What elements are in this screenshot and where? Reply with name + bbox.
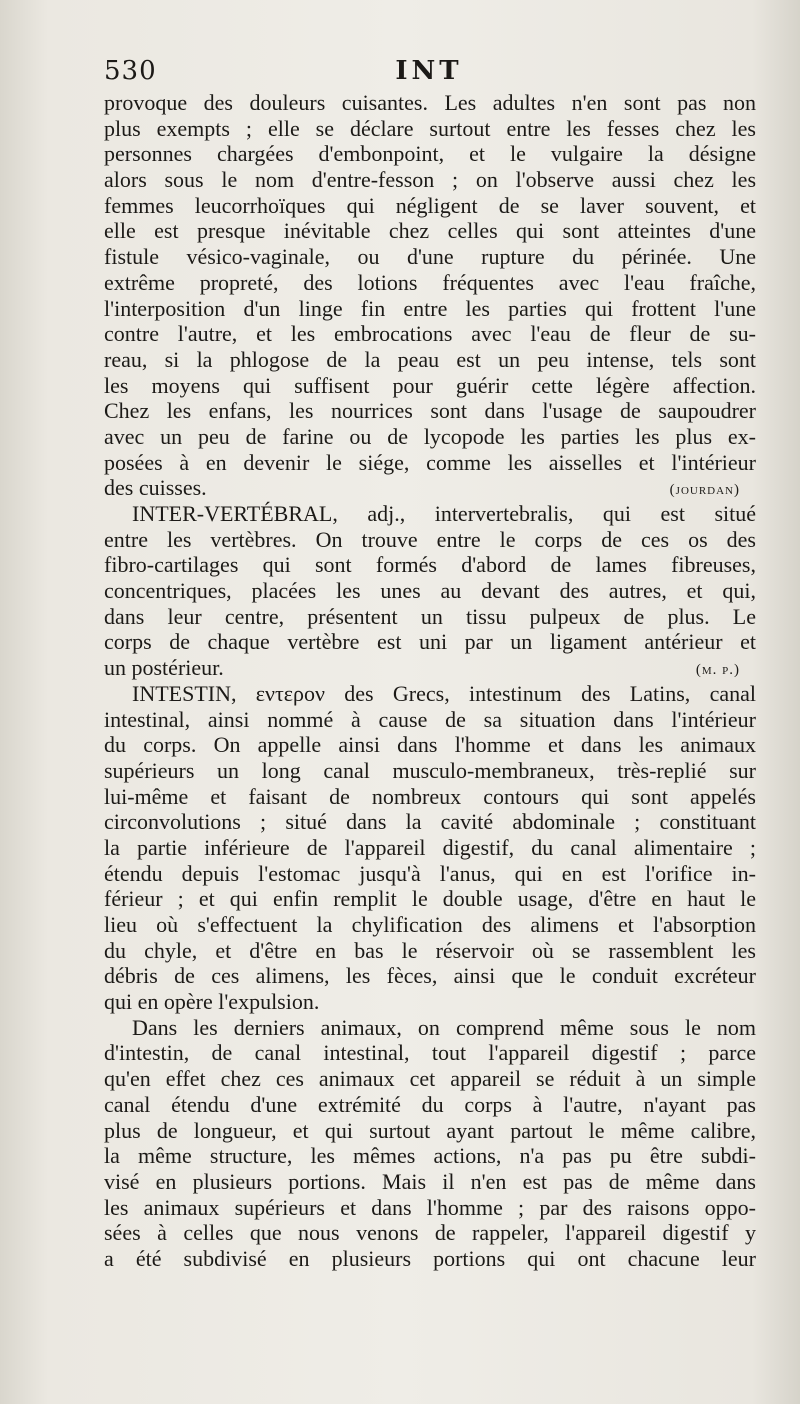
text-line: fistule vésico-vaginale, ou d'une rupture du périnée. Une [104,244,756,270]
text-line-end: des cuisses. [104,475,207,501]
entry-headword-line: INTESTIN, εντερον des Grecs, intestinum des Latins, canal [132,680,756,706]
text-line: férieur ; et qui enfin remplit le double usage, d'être en haut le [104,886,756,912]
text-line: l'interposition d'un linge fin entre les parties qui frottent l'une [104,295,756,321]
text-line: les animaux supérieurs et dans l'homme ; par des raisons oppo- [104,1194,756,1220]
text-line: dans leur centre, présentent un tissu pulpeux de plus. Le [104,603,756,629]
text-line: du corps. On appelle ainsi dans l'homme et dans les animaux [104,732,756,758]
text-line: plus de longueur, et qui surtout ayant partout le même calibre, [104,1117,756,1143]
text-line: reau, si la phlogose de la peau est un peu intense, tels sont [104,346,756,372]
text-line: qu'en effet chez ces animaux cet appareil se réduit à un simple [104,1066,756,1092]
text-line: plus exempts ; elle se déclare surtout entre les fesses chez les [104,115,756,141]
text-line: les moyens qui suffisent pour guérir cette légère affection. [104,372,756,398]
text-line: intestinal, ainsi nommé à cause de sa situation dans l'intérieur [104,706,756,732]
text-line: Chez les enfans, les nourrices sont dans l'usage de saupoudrer [104,398,756,424]
text-line: alors sous le nom d'entre-fesson ; on l'observe aussi chez les [104,167,756,193]
text-line: elle est presque inévitable chez celles qui sont atteintes d'une [104,218,756,244]
text-line: étendu depuis l'estomac jusqu'à l'anus, qui en est l'orifice in- [104,860,756,886]
text-line: provoque des douleurs cuisantes. Les adultes n'en sont pas non [104,90,756,115]
text-line-end: qui en opère l'expulsion. [104,989,320,1015]
page-header [104,56,754,90]
text-line: avec un peu de farine ou de lycopode les parties les plus ex- [104,423,756,449]
author-signature-jourdan: (jourdan) [669,482,740,499]
text-line: fibro-cartilages qui sont formés d'abord de lames fibreuses, [104,552,756,578]
text-line: la même structure, les mêmes actions, n'a pas pu être subdi- [104,1143,756,1169]
text-line: supérieurs un long canal musculo-membraneux, très-replié sur [104,757,756,783]
text-line: personnes chargées d'embonpoint, et le vulgaire la désigne [104,141,756,167]
author-signature-mp: (m. p.) [695,662,740,679]
text-line: femmes leucorrhoïques qui négligent de se laver souvent, et [104,192,756,218]
text-line-signed [104,475,756,501]
text-line: contre l'autre, et les embrocations avec l'eau de fleur de su- [104,321,756,347]
text-line: du chyle, et d'être en bas le réservoir où se rassemblent les [104,937,756,963]
text-line: lieu où s'effectuent la chylification des alimens et l'absorption [104,912,756,937]
text-line: a été subdivisé en plusieurs portions qui ont chacune leur [104,1245,756,1271]
text-line: la partie inférieure de l'appareil digestif, du canal alimentaire ; [104,834,756,860]
text-line: débris de ces alimens, les fèces, ainsi que le conduit excréteur [104,963,756,989]
text-line: entre les vertèbres. On trouve entre le corps de ces os des [104,526,756,552]
text-line: lui-même et faisant de nombreux contours qui sont appelés [104,783,756,809]
paragraph-derniers-animaux [104,1015,756,1272]
text-line-end: un postérieur. [104,655,224,681]
running-head: INT [395,56,463,86]
text-line: visé en plusieurs portions. Mais il n'en est pas de même dans [104,1168,756,1194]
entry-intestin [104,681,756,1015]
text-line: sées à celles que nous venons de rappeler, l'appareil digestif y [104,1220,756,1246]
text-line: d'intestin, de canal intestinal, tout l'appareil digestif ; parce [104,1040,756,1066]
text-line: circonvolutions ; situé dans la cavité abdominale ; constituant [104,809,756,835]
body-text [104,90,756,1272]
text-line: posées à en devenir le siége, comme les aisselles et l'intérieur [104,449,756,475]
page-number: 530 [104,56,157,86]
entry-headword-line: INTER-VERTÉBRAL, adj., intervertebralis, qui est situé [132,501,756,526]
text-line: corps de chaque vertèbre est uni par un ligament antérieur et [104,629,756,655]
text-line: canal étendu d'une extrémité du corps à l'autre, n'ayant pas [104,1091,756,1117]
text-line: concentriques, placées les unes au devant des autres, et qui, [104,578,756,604]
entry-inter-vertebral [104,501,756,681]
text-line-signed [104,655,756,681]
text-line: Dans les derniers animaux, on comprend même sous le nom [132,1014,756,1040]
text-line: extrême propreté, des lotions fréquentes avec l'eau fraîche, [104,269,756,295]
paragraph-entre-fesson [104,90,756,501]
